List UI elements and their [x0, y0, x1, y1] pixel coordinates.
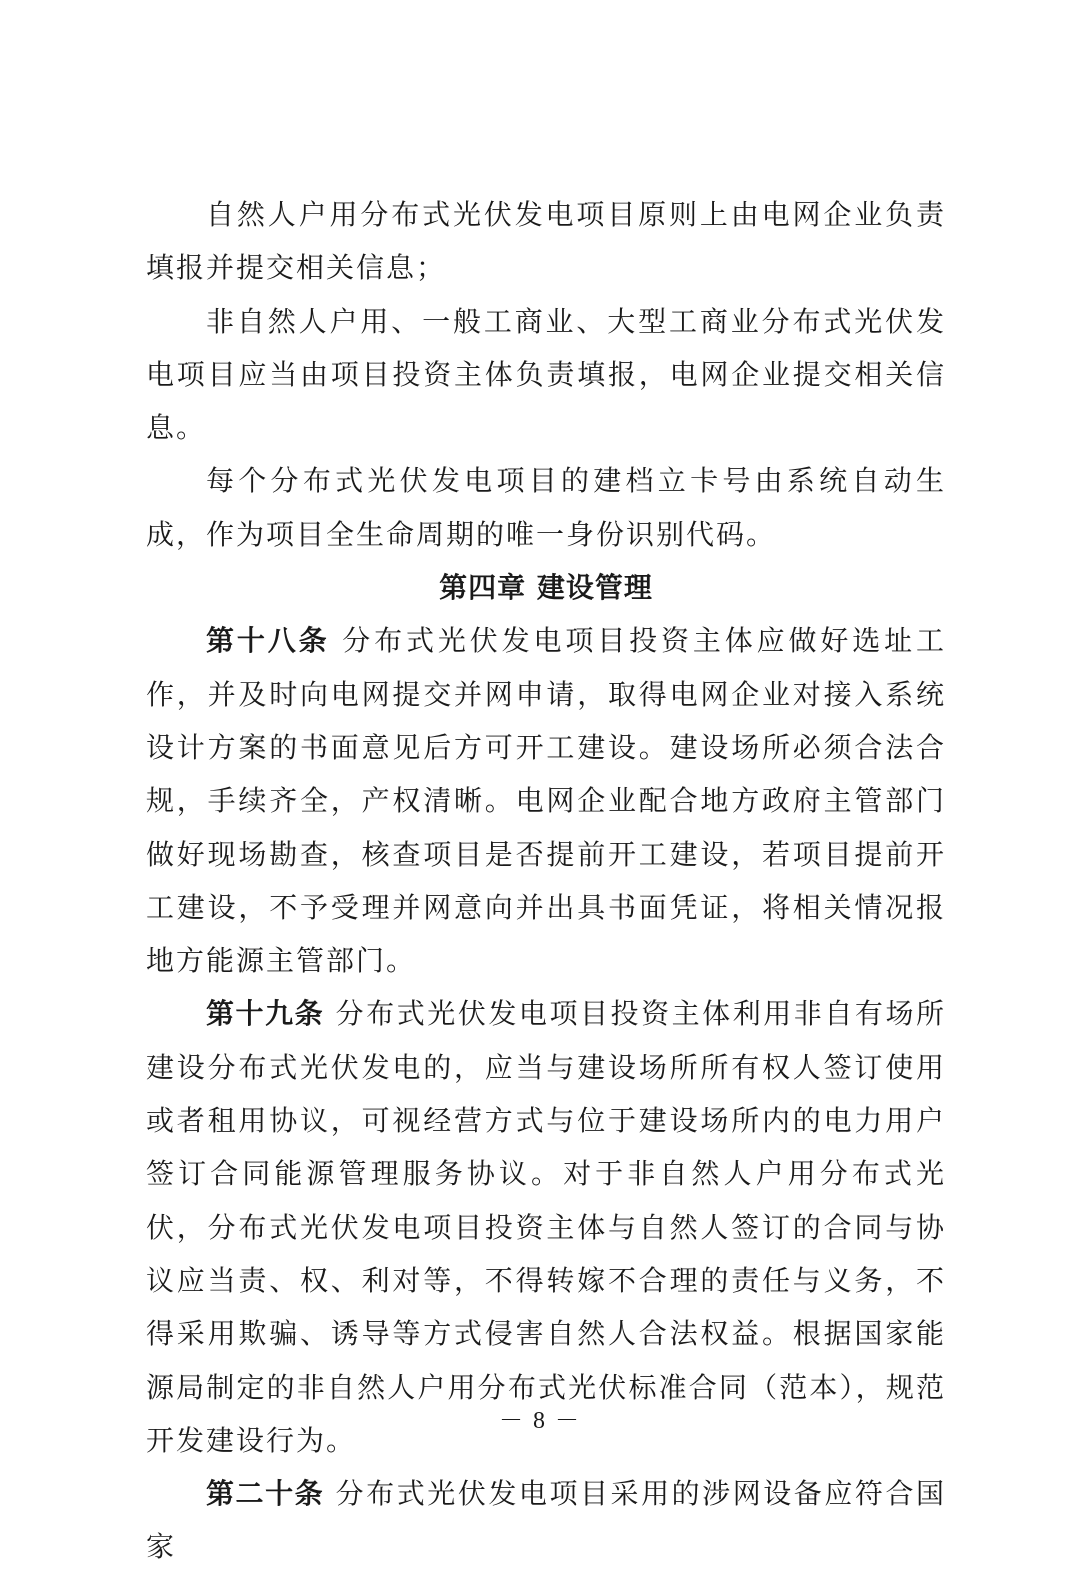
document-body: [146, 188, 946, 1574]
chapter-title: 第四章 建设管理: [439, 571, 653, 605]
article-text: 分布式光伏发电项目投资主体应做好选址工作，并及时向电网提交并网申请，取得电网企业对接入系统设计方案的书面意见后方可开工建设。建设场所必须合法合规，手续齐全，产权清晰。电网企业配合地方政府主管部门做好现场勘查，核查项目是否提前开工建设，若项目提前开工建设，不予受理并网意向并出具书面凭证，将相关情况报地方能源主管部门。: [146, 624, 946, 978]
article-19: [146, 987, 946, 1467]
article-20: [146, 1467, 946, 1574]
article-label: 第十八条: [206, 624, 330, 658]
article-18: [146, 614, 946, 987]
paragraph-non-natural-person: 非自然人户用、一般工商业、大型工商业分布式光伏发电项目应当由项目投资主体负责填报，电网企业提交相关信息。: [146, 304, 946, 445]
article-text: 分布式光伏发电项目投资主体利用非自有场所建设分布式光伏发电的，应当与建设场所所有权人签订使用或者租用协议，可视经营方式与位于建设场所内的电力用户签订合同能源管理服务协议。对于非自然人户用分布式光伏，分布式光伏发电项目投资主体与自然人签订的合同与协议应当责、权、利对等，不得转嫁不合理的责任与义务，不得采用欺骗、诱导等方式侵害自然人合法权益。根据国家能源局制定的非自然人户用分布式光伏标准合同（范本），规范开发建设行为。: [146, 997, 946, 1457]
page-number: － 8 －: [499, 1408, 581, 1434]
article-label: 第二十条: [206, 1477, 325, 1511]
paragraph-natural-person: 自然人户用分布式光伏发电项目原则上由电网企业负责填报并提交相关信息；: [146, 198, 946, 285]
paragraph-archive-number: 每个分布式光伏发电项目的建档立卡号由系统自动生成，作为项目全生命周期的唯一身份识别代码。: [146, 464, 946, 551]
article-label: 第十九条: [206, 997, 325, 1031]
article-text: 分布式光伏发电项目采用的涉网设备应符合国家: [146, 1477, 946, 1564]
